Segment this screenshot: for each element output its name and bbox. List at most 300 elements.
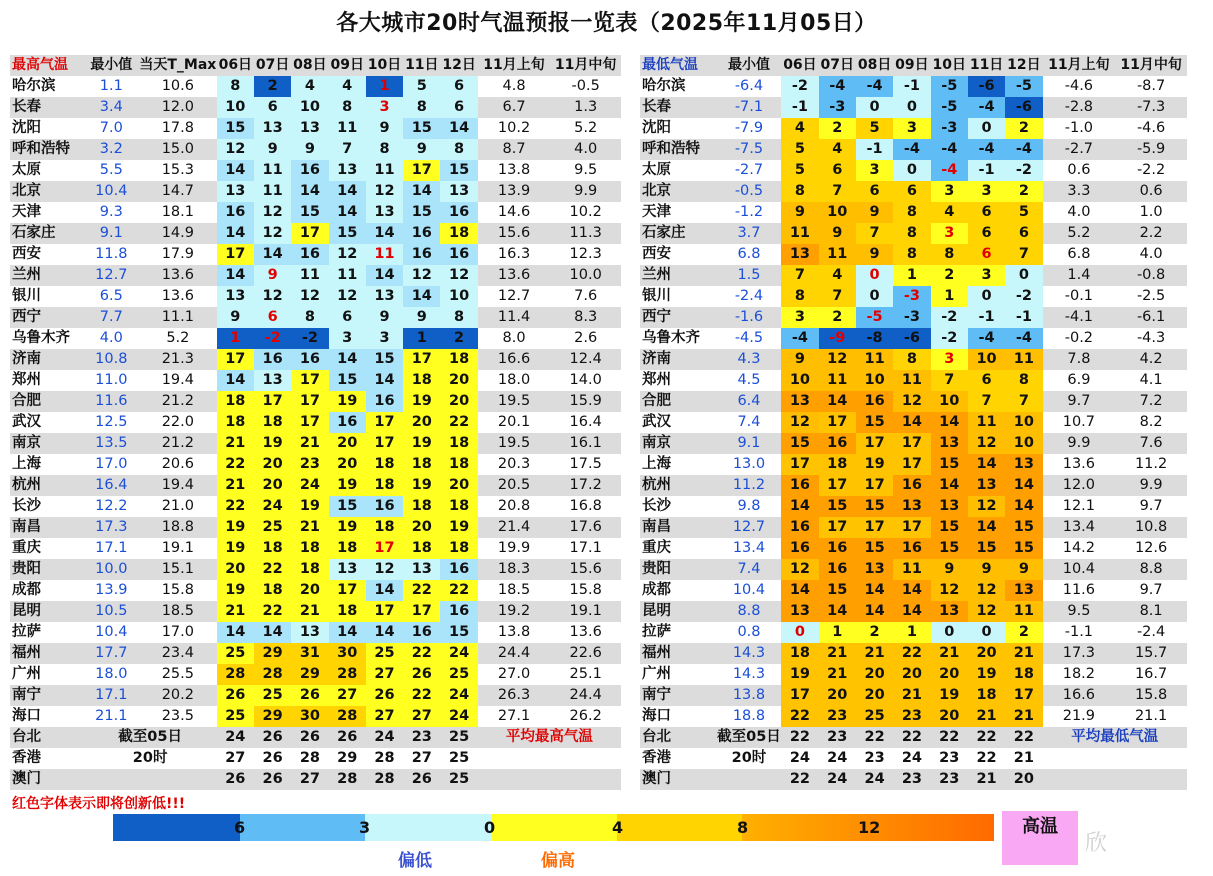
day-temp-cell: 14 [1005,496,1042,517]
city-name: 海口 [642,708,671,724]
min-value: 13.4 [732,540,766,556]
mid-nov-value: 7.2 [1115,391,1187,412]
early-nov-value: 6.7 [478,97,551,118]
day-temp-cell: 19 [931,685,968,706]
today-tmax: 11.1 [139,307,217,328]
day-temp-cell: 23 [939,750,960,766]
city-row [10,706,621,727]
legend-low-label: 偏低 [398,851,432,871]
day-temp-cell: 1 [403,328,440,349]
mid-nov-value: 7.6 [574,288,598,304]
day-temp-cell: -1 [893,76,930,97]
day-temp-cell: 8 [440,139,477,160]
early-nov-value: 27.1 [497,708,531,724]
day-temp-cell: 16 [781,538,818,559]
day-temp-cell: 14 [217,223,254,244]
early-nov-value: 20.5 [478,475,551,496]
day-temp-cell: 9 [254,265,291,286]
today-tmax: 23.5 [161,708,194,724]
day-temp-cell: 9 [366,307,403,328]
min-value: 4.0 [99,330,123,346]
day-temp-cell: 26 [403,769,440,790]
min-value: 10.4 [95,624,128,640]
day-temp-cell: 13 [254,370,291,391]
day-temp-cell: 0 [856,286,893,307]
day-temp-cell: 19 [291,496,328,517]
day-temp-cell: 24 [901,750,922,766]
day-temp-cell: 25 [254,685,291,706]
city-name: 南昌 [10,517,84,538]
column-header: 07日 [254,55,291,76]
city-name: 呼和浩特 [10,139,84,160]
city-name: 台北 [10,727,84,748]
day-temp-cell: 6 [1005,223,1042,244]
min-value: 10.8 [84,349,139,370]
day-temp-cell: 9 [217,307,254,328]
city-name: 上海 [12,456,41,472]
day-temp-cell: 15 [329,496,366,517]
day-temp-cell: 11 [968,412,1005,433]
min-value: 17.1 [84,685,139,706]
legend-hot-box [1002,811,1078,865]
day-temp-cell: 9 [366,118,403,139]
day-temp-cell: 18 [403,454,440,475]
day-temp-cell: -9 [819,328,856,349]
city-row [640,223,1187,244]
day-temp-cell: 13 [931,496,968,517]
min-value: 13.9 [95,582,128,598]
today-tmax: 18.8 [139,517,217,538]
day-temp-cell: 16 [329,412,366,433]
day-temp-cell: 3 [968,181,1005,202]
day-temp-cell: 21 [217,601,254,622]
today-tmax: 14.7 [139,181,217,202]
legend-seg-warm [492,814,617,841]
day-temp-cell: 21 [1005,643,1042,664]
city-row [10,454,621,475]
mid-nov-value: -5.9 [1115,139,1187,160]
column-header: 06日 [217,55,254,76]
day-temp-cell: 12 [931,580,968,601]
day-temp-cell: 16 [366,391,403,412]
day-temp-cell: 19 [403,391,440,412]
day-temp-cell: 20 [254,475,291,496]
watermark: 欣 [1085,831,1108,856]
day-temp-cell: 15 [329,223,366,244]
mid-nov-value: 2.6 [574,330,598,346]
day-temp-cell: 23 [819,727,856,748]
average-label [1043,748,1187,769]
day-temp-cell: 21 [968,706,1005,727]
min-value: 13.8 [717,685,782,706]
early-nov-value: 20.1 [497,414,531,430]
day-temp-cell: 25 [856,706,893,727]
day-temp-cell: 28 [366,769,403,790]
day-temp-cell: 9 [968,559,1005,580]
day-temp-cell: 12 [819,349,856,370]
mid-nov-value: -2.4 [1136,624,1166,640]
today-tmax: 15.0 [139,139,217,160]
day-temp-cell: 8 [217,76,254,97]
column-header: 11日 [968,55,1005,76]
today-tmax: 18.1 [161,204,194,220]
city-name: 武汉 [642,414,671,430]
city-row [10,265,621,286]
day-temp-cell: 14 [968,454,1005,475]
day-temp-cell: 1 [893,622,930,643]
legend-tick: 8 [737,818,749,837]
day-temp-cell: 9 [291,139,328,160]
day-temp-cell: 11 [893,370,930,391]
early-nov-value: 13.8 [497,624,531,640]
day-temp-cell: -5 [931,97,968,118]
city-name: 福州 [640,643,717,664]
city-row [640,349,1187,370]
day-temp-cell: 18 [1005,664,1042,685]
day-temp-cell: 2 [254,76,291,97]
day-temp-cell: 8 [1005,370,1042,391]
min-value: 12.2 [95,498,128,514]
day-temp-cell: 18 [366,517,403,538]
day-temp-cell: 12 [403,265,440,286]
day-temp-cell: 20 [440,475,477,496]
column-header: 11月上旬 [1043,55,1116,76]
city-row [640,202,1187,223]
mid-nov-value: 17.5 [569,456,602,472]
min-value: 9.1 [84,223,139,244]
day-temp-cell: 20 [217,559,254,580]
header-row [640,55,1187,76]
header-row [10,55,621,76]
day-temp-cell: 16 [254,349,291,370]
day-temp-cell: 10 [291,97,328,118]
day-temp-cell: -1 [856,139,893,160]
legend-tick: 4 [612,818,624,837]
mid-nov-value: 9.9 [1115,475,1187,496]
city-name: 长沙 [12,498,41,514]
day-temp-cell: -4 [781,328,818,349]
day-temp-cell: 17 [329,580,366,601]
day-temp-cell: 23 [893,769,930,790]
day-temp-cell: 2 [1005,622,1042,643]
day-temp-cell: 22 [403,643,440,664]
day-temp-cell: 10 [968,349,1005,370]
early-nov-value: -2.8 [1043,97,1116,118]
day-temp-cell: 24 [819,769,856,790]
day-temp-cell: 10 [819,202,856,223]
min-temp-table [640,55,1187,790]
city-name: 长春 [10,97,84,118]
day-temp-cell: 17 [856,433,893,454]
city-row [10,664,621,685]
city-name: 杭州 [10,475,84,496]
city-row [10,517,621,538]
early-nov-value: 11.4 [478,307,551,328]
day-temp-cell: 13 [291,118,328,139]
day-temp-cell: 21 [819,643,856,664]
day-temp-cell: 29 [337,750,358,766]
day-temp-cell: 18 [329,538,366,559]
day-temp-cell: 1 [819,622,856,643]
day-temp-cell: 8 [291,307,328,328]
day-temp-cell: 16 [819,538,856,559]
day-temp-cell: 14 [291,181,328,202]
day-temp-cell: 5 [1005,202,1042,223]
early-nov-value: 13.8 [497,162,531,178]
mid-nov-value: 9.7 [1139,582,1163,598]
city-name: 香港 [12,750,41,766]
day-temp-cell: -6 [1005,97,1042,118]
day-temp-cell: 13 [254,118,291,139]
day-temp-cell: 3 [931,181,968,202]
early-nov-value: 18.2 [1062,666,1096,682]
day-temp-cell: -2 [1005,160,1042,181]
day-temp-cell: 14 [366,223,403,244]
day-temp-cell: 21 [291,601,328,622]
day-temp-cell: 19 [217,538,254,559]
day-temp-cell: 2 [1005,181,1042,202]
day-temp-cell: 20 [893,664,930,685]
city-name: 贵阳 [10,559,84,580]
day-temp-cell: 24 [440,685,477,706]
day-temp-cell: 10 [1005,433,1042,454]
day-temp-cell: 15 [366,349,403,370]
city-name: 杭州 [640,475,717,496]
column-header: 当天T_Max [139,55,217,76]
today-tmax: 20.2 [139,685,217,706]
mid-nov-value: 8.2 [1139,414,1163,430]
early-nov-value: 13.4 [1043,517,1116,538]
day-temp-cell: 9 [403,139,440,160]
day-temp-cell: 20 [1005,769,1042,790]
day-temp-cell: 25 [449,750,470,766]
day-temp-cell: 9 [819,223,856,244]
mid-nov-value: 9.5 [574,162,598,178]
city-name: 兰州 [640,265,717,286]
day-temp-cell: 0 [968,622,1005,643]
city-row [640,475,1187,496]
mid-nov-value: 12.6 [1134,540,1168,556]
day-temp-cell: -4 [1005,328,1042,349]
day-temp-cell: 11 [366,244,403,265]
mid-nov-value: 16.4 [569,414,602,430]
day-temp-cell: 8 [366,139,403,160]
day-temp-cell: 22 [254,559,291,580]
column-header: 最小值 [84,55,139,76]
day-temp-cell: 18 [366,454,403,475]
legend-seg-neutral [365,814,492,841]
city-name: 合肥 [640,391,717,412]
mid-nov-value: 4.2 [1115,349,1187,370]
min-value: 8.8 [717,601,782,622]
min-value: -2.4 [734,288,764,304]
day-temp-cell: 13 [1005,454,1042,475]
early-nov-value: 9.9 [1043,433,1116,454]
extra-note: 20时 [731,750,767,766]
min-value: 10.4 [732,582,766,598]
city-row [10,433,621,454]
day-temp-cell: 24 [291,475,328,496]
mid-nov-value: 15.8 [569,582,602,598]
day-temp-cell: 7 [1005,244,1042,265]
day-temp-cell: 4 [781,118,818,139]
day-temp-cell: 19 [856,454,893,475]
day-temp-cell: 25 [217,706,254,727]
city-row [640,391,1187,412]
legend-tick: 0 [484,818,496,837]
early-nov-value: 10.2 [497,120,531,136]
min-value: 5.5 [99,162,123,178]
day-temp-cell: 5 [403,76,440,97]
day-temp-cell: 20 [819,685,856,706]
city-name: 银川 [12,288,41,304]
day-temp-cell: 27 [403,706,440,727]
day-temp-cell: 13 [856,559,893,580]
city-name: 成都 [642,582,671,598]
mid-nov-value: 15.7 [1115,643,1187,664]
city-row [10,181,621,202]
day-temp-cell: 12 [968,580,1005,601]
today-tmax: 22.0 [161,414,194,430]
min-value: 12.5 [95,414,128,430]
mid-nov-value: 7.6 [1115,433,1187,454]
day-temp-cell: 15 [856,538,893,559]
day-temp-cell: 22 [781,727,818,748]
city-row [10,286,621,307]
early-nov-value: -2.7 [1043,139,1116,160]
today-tmax: 19.4 [139,475,217,496]
today-tmax: 21.0 [161,498,194,514]
day-temp-cell: 12 [781,412,818,433]
day-temp-cell: 13 [329,160,366,181]
city-row [640,664,1187,685]
day-temp-cell: 18 [440,433,477,454]
day-temp-cell: 12 [781,559,818,580]
min-value: 13.0 [732,456,766,472]
mid-nov-value: 11.2 [1134,456,1168,472]
day-temp-cell: -4 [856,76,893,97]
min-value: 12.7 [717,517,782,538]
day-temp-cell: 22 [217,454,254,475]
today-tmax: 18.5 [139,601,217,622]
day-temp-cell: 13 [217,286,254,307]
day-temp-cell: 14 [254,244,291,265]
day-temp-cell: 8 [781,286,818,307]
mid-nov-value: 14.0 [569,372,602,388]
day-temp-cell: 14 [819,601,856,622]
day-temp-cell: 1 [217,328,254,349]
day-temp-cell: 11 [856,349,893,370]
early-nov-value: 18.3 [478,559,551,580]
day-temp-cell: -6 [968,76,1005,97]
day-temp-cell: 22 [403,685,440,706]
day-temp-cell: -1 [968,307,1005,328]
day-temp-cell: 26 [291,685,328,706]
day-temp-cell: 22 [254,601,291,622]
day-temp-cell: -2 [254,328,291,349]
mid-nov-value: 24.4 [550,685,621,706]
average-label: 平均最高气温 [478,727,621,748]
city-row [10,97,621,118]
day-temp-cell: -4 [968,97,1005,118]
day-temp-cell: 21 [931,643,968,664]
city-row [640,328,1187,349]
day-temp-cell: 11 [366,160,403,181]
min-value: 1.5 [717,265,782,286]
day-temp-cell: 7 [1005,391,1042,412]
city-row [10,496,621,517]
early-nov-value: 27.0 [497,666,531,682]
day-temp-cell: 17 [819,517,856,538]
city-row [640,118,1187,139]
mid-nov-value: -2.2 [1136,162,1166,178]
day-temp-cell: 28 [217,664,254,685]
day-temp-cell: 16 [440,202,477,223]
early-nov-value: 12.0 [1043,475,1116,496]
day-temp-cell: 11 [1005,349,1042,370]
today-tmax: 15.3 [161,162,194,178]
day-temp-cell: 16 [440,601,477,622]
city-row [10,118,621,139]
min-value: 3.2 [84,139,139,160]
day-temp-cell: 22 [781,769,818,790]
min-value: 14.3 [717,643,782,664]
mid-nov-value: -0.5 [571,78,600,94]
day-temp-cell: 16 [893,475,930,496]
mid-nov-value: -7.3 [1115,97,1187,118]
extra-note: 20时 [132,750,168,766]
day-temp-cell: 26 [403,664,440,685]
day-temp-cell: 21 [291,433,328,454]
early-nov-value: 5.2 [1043,223,1116,244]
mid-nov-value: 5.2 [574,120,598,136]
day-temp-cell: 24 [217,727,254,748]
day-temp-cell: 19 [254,433,291,454]
day-temp-cell: 9 [254,139,291,160]
city-row [640,643,1187,664]
day-temp-cell: 25 [440,769,477,790]
day-temp-cell: 20 [856,685,893,706]
extra-note [717,769,782,790]
city-name: 西宁 [10,307,84,328]
mid-nov-value: 4.0 [550,139,621,160]
city-name: 贵阳 [640,559,717,580]
day-temp-cell: 25 [440,664,477,685]
column-header: 最小值 [717,55,782,76]
city-row [10,139,621,160]
day-temp-cell: 14 [329,622,366,643]
day-temp-cell: 21 [217,475,254,496]
early-nov-value: 16.6 [1043,685,1116,706]
day-temp-cell: 7 [781,265,818,286]
day-temp-cell: 0 [893,97,930,118]
day-temp-cell: 22 [440,580,477,601]
day-temp-cell: 2 [931,265,968,286]
city-row [10,160,621,181]
city-row [10,622,621,643]
min-value: 11.6 [84,391,139,412]
city-row [640,601,1187,622]
day-temp-cell: 18 [217,412,254,433]
today-tmax: 5.2 [166,330,190,346]
mid-nov-value: 0.6 [1115,181,1187,202]
day-temp-cell: 20 [440,391,477,412]
min-value: 17.0 [95,456,128,472]
day-temp-cell: 12 [254,286,291,307]
day-temp-cell: 14 [893,412,930,433]
city-row [640,454,1187,475]
day-temp-cell: 13 [781,601,818,622]
